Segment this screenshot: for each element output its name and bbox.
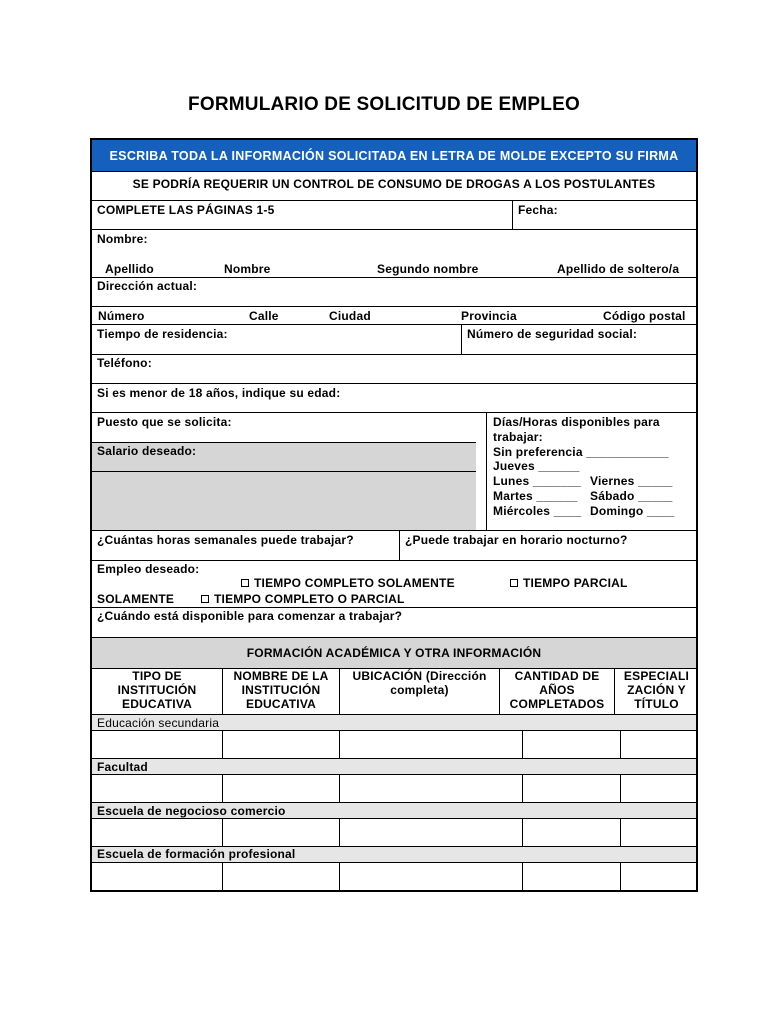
age-label: Si es menor de 18 años, indique su edad: bbox=[97, 386, 341, 400]
position-label: Puesto que se solicita: bbox=[97, 415, 232, 429]
address-sub-calle: Calle bbox=[249, 309, 279, 323]
availability-sabado: Sábado _____ bbox=[590, 489, 673, 503]
option-part-time[interactable]: TIEMPO PARCIAL bbox=[510, 576, 628, 590]
availability-miercoles: Miércoles ____ bbox=[493, 504, 582, 518]
ssn-label: Número de seguridad social: bbox=[467, 327, 638, 341]
availability-no-pref: Sin preferencia ____________ bbox=[493, 445, 669, 459]
residence-label: Tiempo de residencia: bbox=[97, 327, 228, 341]
education-header: FORMACIÓN ACADÉMICA Y OTRA INFORMACIÓN bbox=[246, 646, 542, 660]
availability-jueves: Jueves ______ bbox=[493, 459, 580, 473]
name-sub-segundo: Segundo nombre bbox=[377, 262, 479, 276]
night-label: ¿Puede trabajar en horario nocturno? bbox=[405, 533, 628, 547]
name-sub-apellido: Apellido bbox=[105, 262, 154, 276]
availability-martes: Martes ______ bbox=[493, 489, 578, 503]
col-header-tipo: TIPO DE INSTITUCIÓN EDUCATIVA bbox=[117, 669, 197, 711]
col-header-cantidad: CANTIDAD DE AÑOS COMPLETADOS bbox=[509, 669, 605, 711]
name-sub-nombre: Nombre bbox=[224, 262, 271, 276]
col-header-ubicacion: UBICACIÓN (Dirección completa) bbox=[352, 669, 487, 697]
row-label-bg bbox=[92, 758, 696, 774]
address-sub-codigo: Código postal bbox=[603, 309, 686, 323]
availability-viernes: Viernes _____ bbox=[590, 474, 673, 488]
availability-lunes: Lunes _______ bbox=[493, 474, 581, 488]
salary-label: Salario deseado: bbox=[97, 444, 197, 458]
option-full-only[interactable]: TIEMPO COMPLETO SOLAMENTE bbox=[241, 576, 455, 590]
col-header-especializacion: ESPECIALI ZACIÓN Y TÍTULO bbox=[623, 669, 690, 711]
drug-notice: SE PODRÍA REQUERIR UN CONTROL DE CONSUMO DE DROGAS A LOS POSTULANTES bbox=[132, 177, 656, 191]
row-label-negocios: Escuela de negocioso comercio bbox=[97, 804, 286, 818]
pages-note: COMPLETE LAS PÁGINAS 1-5 bbox=[97, 203, 275, 217]
address-sub-numero: Número bbox=[98, 309, 145, 323]
page-title: FORMULARIO DE SOLICITUD DE EMPLEO bbox=[188, 94, 580, 115]
start-label: ¿Cuándo está disponible para comenzar a trabajar? bbox=[97, 609, 403, 623]
instruction-banner: ESCRIBA TODA LA INFORMACIÓN SOLICITADA EN LETRA DE MOLDE EXCEPTO SU FIRMA bbox=[92, 140, 696, 171]
checkbox-icon[interactable] bbox=[241, 579, 249, 587]
checkbox-icon[interactable] bbox=[510, 579, 518, 587]
hours-label: ¿Cuántas horas semanales puede trabajar? bbox=[97, 533, 354, 547]
address-sub-ciudad: Ciudad bbox=[329, 309, 371, 323]
row-label-formacion: Escuela de formación profesional bbox=[97, 847, 296, 861]
address-sub-provincia: Provincia bbox=[461, 309, 517, 323]
availability-title-2: trabajar: bbox=[493, 430, 543, 444]
date-label: Fecha: bbox=[518, 203, 558, 217]
row-label-secundaria: Educación secundaria bbox=[97, 716, 220, 730]
solamente-text: SOLAMENTE bbox=[97, 592, 175, 606]
address-label: Dirección actual: bbox=[97, 279, 198, 293]
employment-label: Empleo deseado: bbox=[97, 562, 200, 576]
row-label-facultad: Facultad bbox=[97, 760, 148, 774]
name-label: Nombre: bbox=[97, 232, 148, 246]
name-sub-soltero: Apellido de soltero/a bbox=[557, 262, 680, 276]
phone-label: Teléfono: bbox=[97, 356, 152, 370]
option-full-or-part[interactable]: TIEMPO COMPLETO O PARCIAL bbox=[201, 592, 405, 606]
availability-title: Días/Horas disponibles para bbox=[493, 415, 660, 429]
availability-domingo: Domingo ____ bbox=[590, 504, 675, 518]
col-header-nombre: NOMBRE DE LA INSTITUCIÓN EDUCATIVA bbox=[233, 669, 329, 711]
checkbox-icon[interactable] bbox=[201, 595, 209, 603]
